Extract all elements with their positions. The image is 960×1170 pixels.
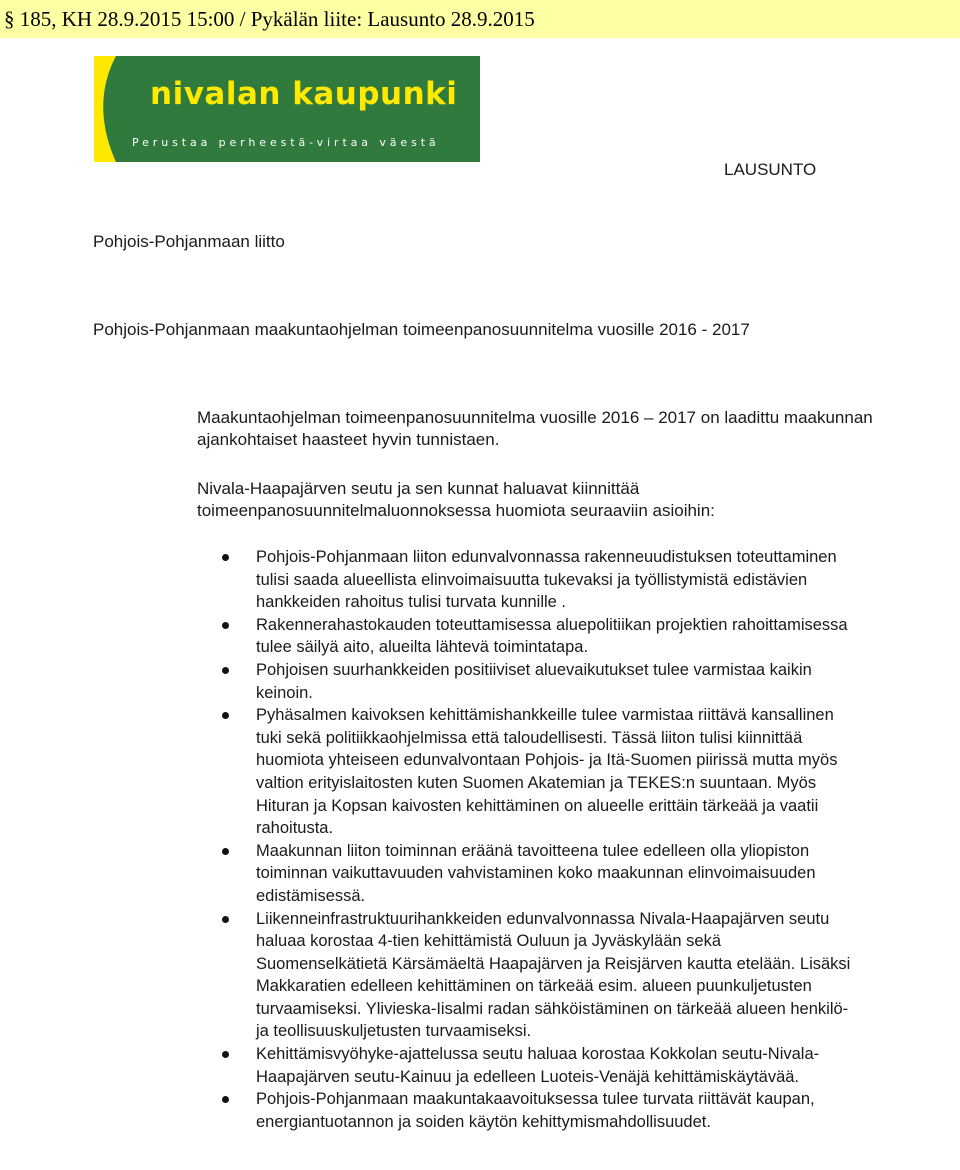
bullet-icon (222, 667, 229, 674)
intro-paragraph: Maakuntaohjelman toimeenpanosuunnitelma vuosille 2016 – 2017 on laadittu maakunnan ajankohtaiset haasteet hyvin tunnistaen. (197, 408, 873, 449)
bullet-list (256, 546, 856, 1133)
logo-tagline: Perustaa perheestä-virtaa väestä (132, 136, 440, 149)
list-item-text: Liikenneinfrastruktuurihankkeiden edunvalvonnassa Nivala-Haapajärven seutu haluaa korostaa 4-tien kehittämistä Ouluun ja Jyväskylään sekä Suomenselkätietä Kärsämäeltä Haapajärven ja Reisjärven kautta etelään. Lisäksi Makkaratien edelleen kehittäminen on tärkeää esim. alueen puunkuljetusten turvaamiseksi. Ylivieska-Iisalmi radan sähköistäminen on tärkeää alueen henkilö- ja teollisuuskuljetusten turvaamiseksi. (256, 909, 851, 1041)
list-item-text: Pyhäsalmen kaivoksen kehittämishankkeille tulee varmistaa riittävä kansallinen tuki sekä politiikkaohjelmissa että taloudellisesti. Tässä liiton tulisi kiinnittää huomiota yhteiseen edunvalvontaan Pohjois- ja Itä-Suomen piirissä mutta myös valtion erityislaitosten kuten Suomen Akatemian ja TEKES:n suuntaan. Myös Hituran ja Kopsan kaivosten kehittäminen on alueelle erittäin tärkeää ja vaatii rahoitusta. (256, 706, 838, 838)
list-item (256, 614, 856, 659)
list-item (256, 1043, 856, 1088)
city-logo (94, 56, 480, 162)
recipient: Pohjois-Pohjanmaan liitto (93, 232, 285, 251)
list-item (256, 704, 856, 840)
list-item (256, 908, 856, 1044)
list-item (256, 659, 856, 704)
bullet-icon (222, 554, 229, 561)
bullet-icon (222, 1051, 229, 1058)
list-item-text: Kehittämisvyöhyke-ajattelussa seutu haluaa korostaa Kokkolan seutu-Nivala-Haapajärven seutu-Kainuu ja edelleen Luoteis-Venäjä kehittämiskäytävää. (256, 1045, 820, 1086)
list-item (256, 840, 856, 908)
logo-name: nivalan kaupunki (150, 76, 458, 112)
document-subject: Pohjois-Pohjanmaan maakuntaohjelman toimeenpanosuunnitelma vuosille 2016 - 2017 (93, 320, 750, 339)
bullet-icon (222, 848, 229, 855)
list-item-text: Pohjois-Pohjanmaan liiton edunvalvonnassa rakenneuudistuksen toteuttaminen tulisi saada alueellista elinvoimaisuutta tukevaksi ja työllistymistä edistävien hankkeiden rahoitus tulisi turvata kunnille . (256, 548, 837, 612)
list-item-text: Maakunnan liiton toiminnan eräänä tavoitteena tulee edelleen olla yliopiston toiminnan vaikuttavuuden vahvistaminen koko maakunnan elinvoimaisuuden edistämisessä. (256, 841, 816, 905)
meeting-annotation-header: § 185, KH 28.9.2015 15:00 / Pykälän liite: Lausunto 28.9.2015 (0, 0, 960, 38)
bullet-icon (222, 622, 229, 629)
list-item-text: Pohjois-Pohjanmaan maakuntakaavoituksessa tulee turvata riittävät kaupan, energiantuotannon ja soiden käytön kehittymismahdollisuudet. (256, 1090, 815, 1131)
bullet-icon (222, 916, 229, 923)
bullet-icon (222, 712, 229, 719)
list-item-text: Rakennerahastokauden toteuttamisessa aluepolitiikan projektien rahoittamisessa tulee säilyä aito, alueilta lähtevä toimintatapa. (256, 615, 848, 657)
list-item (256, 546, 856, 614)
bullet-icon (222, 1096, 229, 1103)
list-item-text: Pohjoisen suurhankkeiden positiiviset aluevaikutukset tulee varmistaa kaikin keinoin. (256, 660, 812, 702)
list-item (256, 1088, 856, 1133)
statement-paragraph: Nivala-Haapajärven seutu ja sen kunnat haluavat kiinnittää toimeenpanosuunnitelmaluonnoksessa huomiota seuraaviin asioihin: (197, 479, 715, 520)
document-type: LAUSUNTO (724, 160, 817, 179)
